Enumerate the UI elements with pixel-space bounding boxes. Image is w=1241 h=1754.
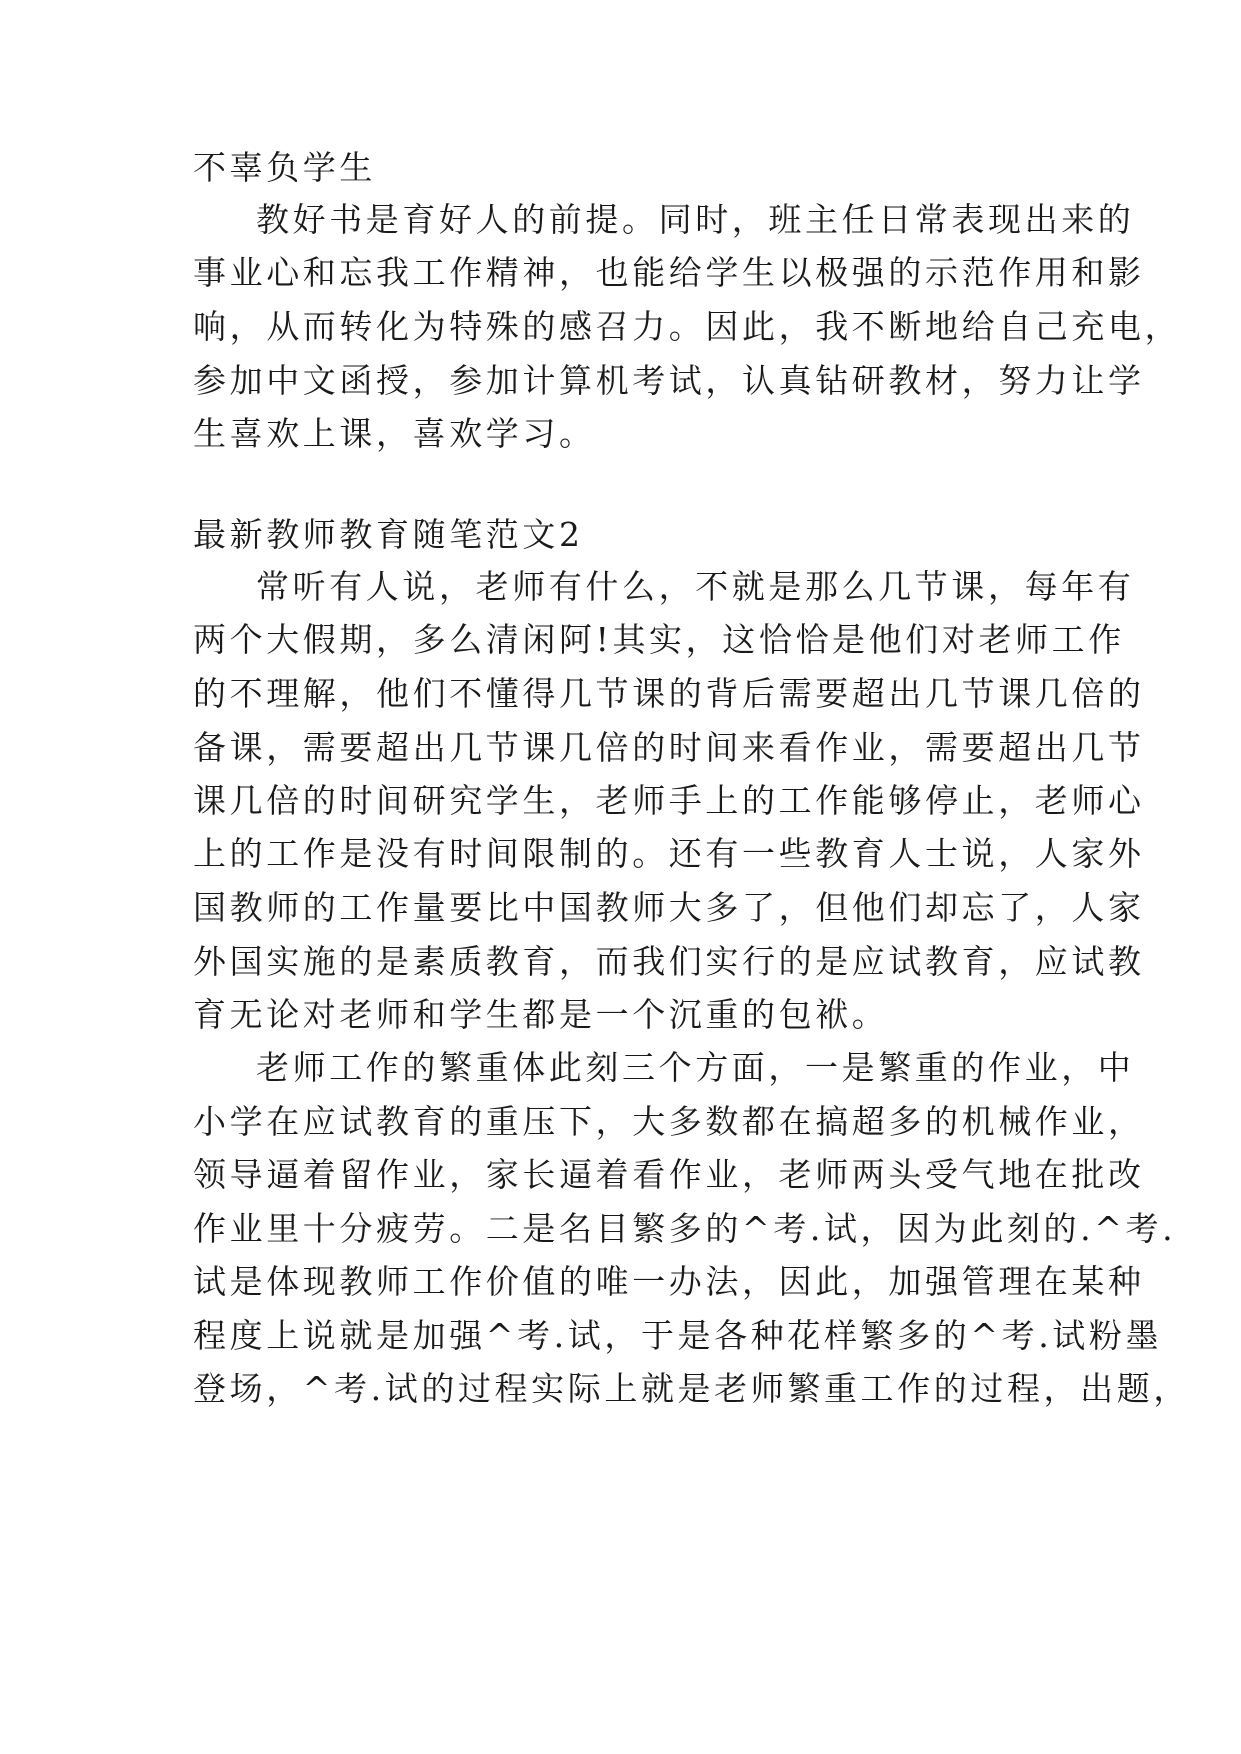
- paragraph-line: 生喜欢上课，喜欢学习。: [193, 414, 596, 453]
- paragraph-line: 两个大假期，多么清闲阿!其实，这恰恰是他们对老师工作: [193, 620, 1125, 659]
- paragraph-line: 作业里十分疲劳。二是名目繁多的^考.试，因为此刻的.^考.: [193, 1209, 1177, 1248]
- paragraph-line: 参加中文函授，参加计算机考试，认真钻研教材，努力让学: [193, 361, 1145, 400]
- paragraph-line: 教好书是育好人的前提。同时，班主任日常表现出来的: [256, 200, 1135, 239]
- section-heading-tail: 不辜负学生: [193, 148, 376, 187]
- paragraph-line: 老师工作的繁重体此刻三个方面，一是繁重的作业，中: [256, 1048, 1135, 1087]
- paragraph-line: 登场，^考.试的过程实际上就是老师繁重工作的过程，出题，: [193, 1369, 1190, 1408]
- paragraph-line: 的不理解，他们不懂得几节课的背后需要超出几节课几倍的: [193, 674, 1145, 713]
- paragraph-line: 课几倍的时间研究学生，老师手上的工作能够停止，老师心: [193, 781, 1145, 820]
- paragraph-line: 领导逼着留作业，家长逼着看作业，老师两头受气地在批改: [193, 1155, 1145, 1194]
- paragraph-line: 上的工作是没有时间限制的。还有一些教育人士说，人家外: [193, 834, 1145, 873]
- section-title: 最新教师教育随笔范文2: [193, 515, 584, 554]
- paragraph-line: 育无论对老师和学生都是一个沉重的包袱。: [193, 995, 889, 1034]
- paragraph-line: 程度上说就是加强^考.试，于是各种花样繁多的^考.试粉墨: [193, 1316, 1163, 1355]
- paragraph-line: 小学在应试教育的重压下，大多数都在搞超多的机械作业，: [193, 1102, 1145, 1141]
- paragraph-line: 备课，需要超出几节课几倍的时间来看作业，需要超出几节: [193, 728, 1145, 767]
- paragraph-line: 试是体现教师工作价值的唯一办法，因此，加强管理在某种: [193, 1262, 1145, 1301]
- paragraph-line: 外国实施的是素质教育，而我们实行的是应试教育，应试教: [193, 942, 1145, 981]
- paragraph-line: 响，从而转化为特殊的感召力。因此，我不断地给自己充电，: [193, 307, 1182, 346]
- paragraph-line: 国教师的工作量要比中国教师大多了，但他们却忘了，人家: [193, 888, 1145, 927]
- paragraph-line: 常听有人说，老师有什么，不就是那么几节课，每年有: [256, 567, 1135, 606]
- paragraph-line: 事业心和忘我工作精神，也能给学生以极强的示范作用和影: [193, 253, 1145, 292]
